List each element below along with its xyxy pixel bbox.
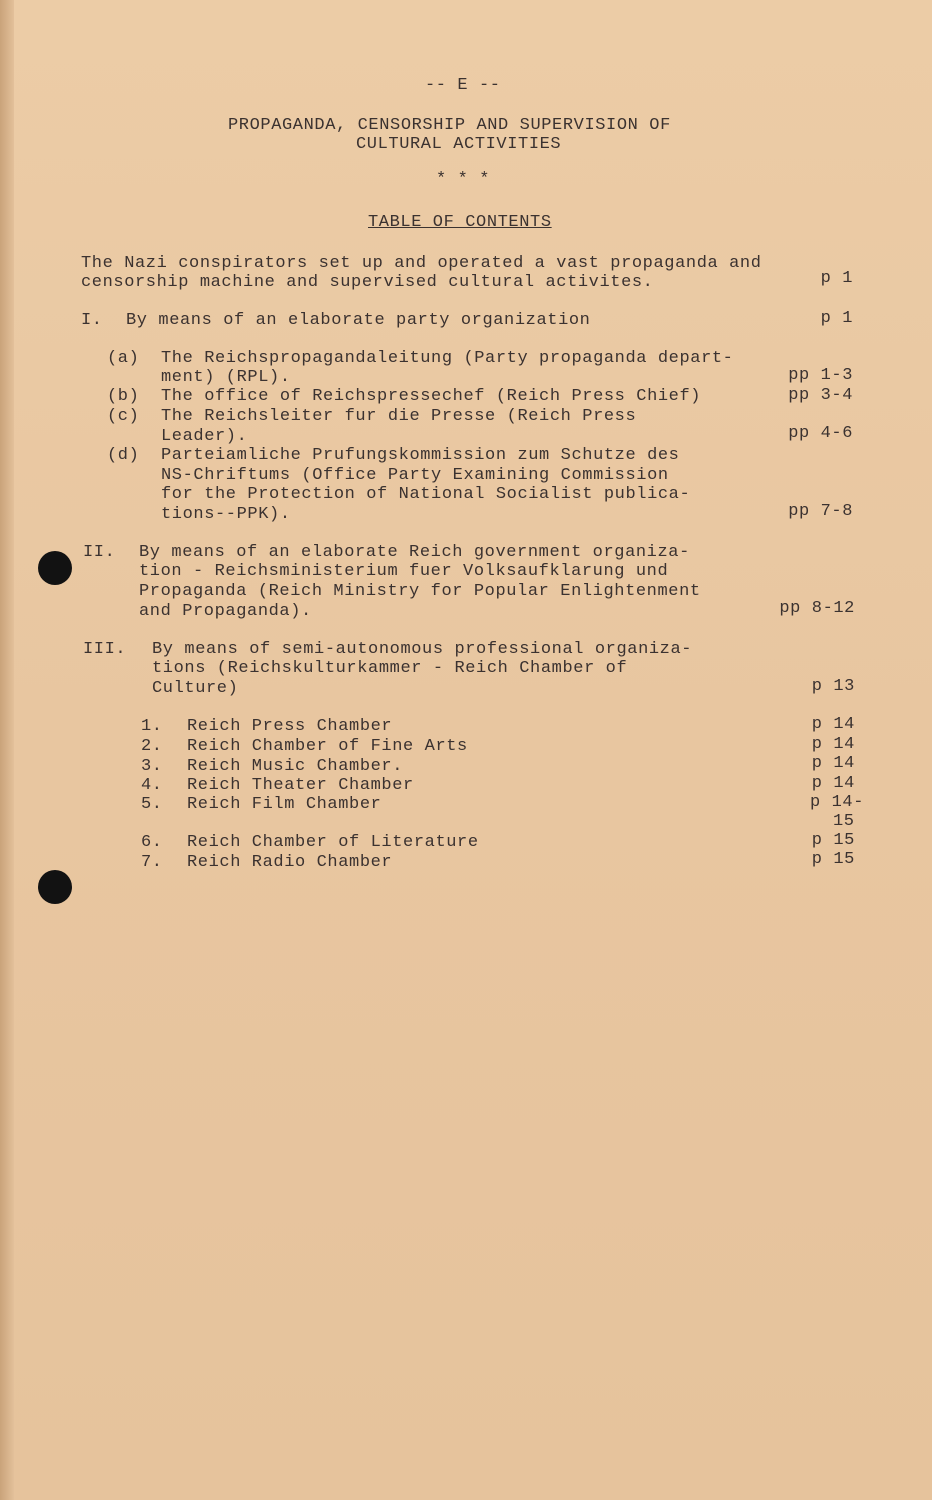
chamber-page: p 14	[811, 754, 855, 773]
chamber-page-continued: 15	[833, 812, 855, 831]
title-line-2: CULTURAL ACTIVITIES	[356, 135, 562, 154]
chamber-name: Reich Radio Chamber	[187, 853, 393, 872]
toc-item-label: (d)	[107, 446, 140, 465]
chamber-page: p 14	[811, 715, 855, 734]
intro-line-1: The Nazi conspirators set up and operated a vast propaganda and	[81, 254, 762, 273]
toc-item-page: pp 3-4	[788, 386, 853, 405]
title-line-1: PROPAGANDA, CENSORSHIP AND SUPERVISION OF	[228, 116, 671, 135]
toc-item-line: The Reichsleiter fur die Presse (Reich Press	[161, 407, 637, 426]
paper-edge	[0, 0, 14, 1500]
toc-item-line: The office of Reichspressechef (Reich Press Chief)	[161, 387, 702, 406]
toc-item-line: tions--PPK).	[161, 505, 291, 524]
chamber-number: 6.	[141, 833, 163, 852]
toc-item-line: ment) (RPL).	[161, 368, 291, 387]
toc-item-page: pp 1-3	[788, 366, 853, 385]
chamber-page: p 14	[811, 774, 855, 793]
intro-page: p 1	[820, 269, 853, 288]
toc-item-label: (c)	[107, 407, 140, 426]
intro-line-2: censorship machine and supervised cultural activites.	[81, 273, 654, 292]
page-letter: -- E --	[425, 76, 501, 95]
chamber-name: Reich Music Chamber.	[187, 757, 404, 776]
section-3-number: III.	[83, 640, 127, 659]
chamber-page: p 15	[811, 850, 855, 869]
section-1-number: I.	[81, 311, 103, 330]
section-2-page: pp 8-12	[779, 599, 855, 618]
chamber-page: p 14-	[810, 793, 865, 812]
chamber-number: 1.	[141, 717, 163, 736]
section-2-line: By means of an elaborate Reich government organiza-	[139, 543, 690, 562]
chamber-name: Reich Press Chamber	[187, 717, 393, 736]
section-1-page: p 1	[820, 309, 853, 328]
chamber-name: Reich Theater Chamber	[187, 776, 414, 795]
toc-heading: TABLE OF CONTENTS	[368, 213, 552, 232]
chamber-number: 3.	[141, 757, 163, 776]
chamber-number: 4.	[141, 776, 163, 795]
punch-hole	[38, 870, 72, 904]
chamber-name: Reich Chamber of Fine Arts	[187, 737, 468, 756]
section-2-line: Propaganda (Reich Ministry for Popular Enlightenment	[139, 582, 701, 601]
toc-item-line: Leader).	[161, 427, 248, 446]
separator-stars: * * *	[436, 170, 491, 189]
section-2-line: tion - Reichsministerium fuer Volksaufklarung und	[139, 562, 669, 581]
toc-item-line: Parteiamliche Prufungskommission zum Schutze des	[161, 446, 680, 465]
section-1-text: By means of an elaborate party organization	[126, 311, 591, 330]
section-3-page: p 13	[811, 677, 855, 696]
chamber-number: 7.	[141, 853, 163, 872]
section-3-line: By means of semi-autonomous professional organiza-	[152, 640, 693, 659]
section-2-line: and Propaganda).	[139, 602, 312, 621]
chamber-number: 2.	[141, 737, 163, 756]
chamber-page: p 15	[811, 831, 855, 850]
section-3-line: Culture)	[152, 679, 239, 698]
chamber-number: 5.	[141, 795, 163, 814]
toc-item-line: for the Protection of National Socialist publica-	[161, 485, 691, 504]
chamber-page: p 14	[811, 735, 855, 754]
toc-item-line: NS-Chriftums (Office Party Examining Commission	[161, 466, 669, 485]
chamber-name: Reich Film Chamber	[187, 795, 382, 814]
toc-item-page: pp 7-8	[788, 502, 853, 521]
toc-item-label: (a)	[107, 349, 140, 368]
section-3-line: tions (Reichskulturkammer - Reich Chamber of	[152, 659, 628, 678]
toc-item-line: The Reichspropagandaleitung (Party propaganda depart-	[161, 349, 734, 368]
toc-item-page: pp 4-6	[788, 424, 853, 443]
toc-item-label: (b)	[107, 387, 140, 406]
punch-hole	[38, 551, 72, 585]
section-2-number: II.	[83, 543, 116, 562]
chamber-name: Reich Chamber of Literature	[187, 833, 479, 852]
